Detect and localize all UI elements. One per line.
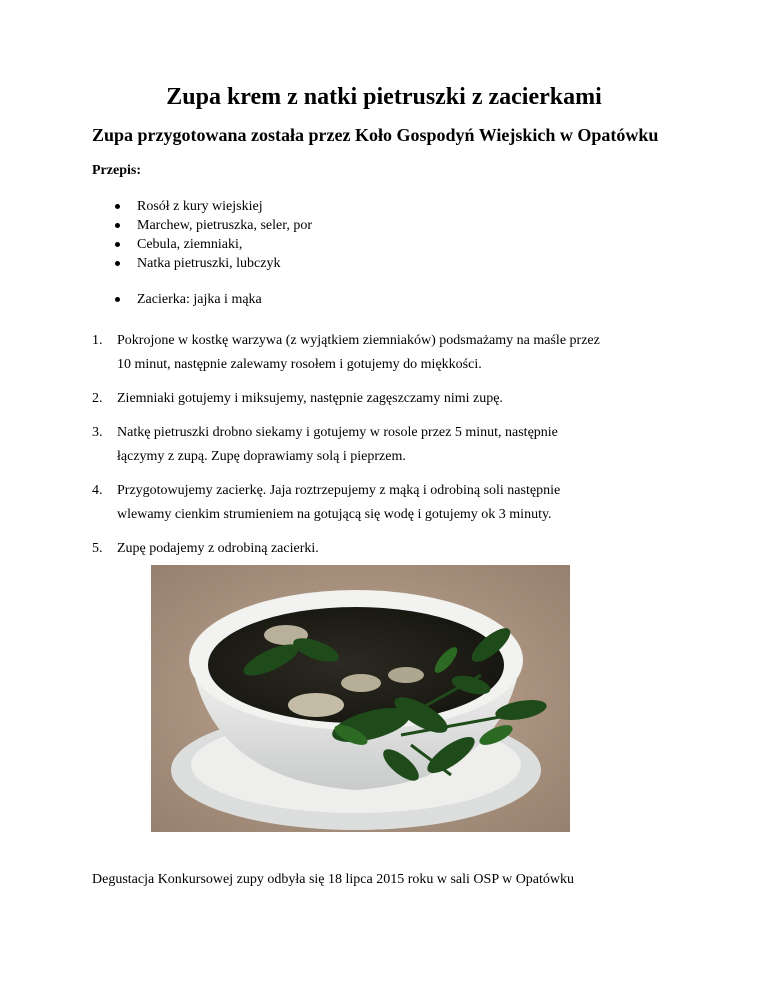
step-text-line: 10 minut, następnie zalewamy rosołem i gotujemy do miękkości. [117, 357, 482, 372]
step-number: 3. [92, 425, 103, 440]
list-item [92, 235, 312, 254]
dough-list [92, 290, 262, 309]
step-number: 1. [92, 333, 103, 348]
step-text-line: Zupę podajemy z odrobiną zacierki. [117, 541, 319, 556]
step-item [92, 329, 692, 377]
ingredient-list [92, 197, 312, 273]
page-title: Zupa krem z natki pietruszki z zacierkami [166, 84, 602, 110]
soup-photo [151, 565, 570, 832]
step-text-line: Ziemniaki gotujemy i miksujemy, następnie zagęszczamy nimi zupę. [117, 391, 503, 406]
bullet-icon [115, 204, 120, 209]
bullet-icon [115, 297, 120, 302]
bullet-icon [115, 242, 120, 247]
step-item [92, 387, 692, 411]
step-number: 2. [92, 391, 103, 406]
ingredient-text: Rosół z kury wiejskiej [137, 199, 263, 214]
list-item [92, 254, 312, 273]
step-number: 4. [92, 483, 103, 498]
dough-text: Zacierka: jajka i mąka [137, 292, 262, 307]
step-text-line: Pokrojone w kostkę warzywa (z wyjątkiem ziemniaków) podsmażamy na maśle przez [117, 333, 600, 348]
step-item [92, 537, 692, 561]
recipe-label: Przepis: [92, 163, 141, 178]
ingredient-text: Cebula, ziemniaki, [137, 237, 243, 252]
step-text-line: Przygotowujemy zacierkę. Jaja roztrzepujemy z mąką i odrobiną soli następnie [117, 483, 561, 498]
ingredient-text: Natka pietruszki, lubczyk [137, 256, 281, 271]
soup-bowl-image [151, 565, 570, 832]
ingredient-text: Marchew, pietruszka, seler, por [137, 218, 313, 233]
step-text-line: łączymy z zupą. Zupę doprawiamy solą i pieprzem. [117, 449, 406, 464]
step-item [92, 421, 692, 469]
steps-list [92, 329, 692, 571]
subtitle: Zupa przygotowana została przez Koło Gospodyń Wiejskich w Opatówku [92, 125, 659, 145]
list-item [92, 216, 312, 235]
step-text-line: wlewamy cienkim strumieniem na gotującą się wodę i gotujemy ok 3 minuty. [117, 507, 552, 522]
footer-note: Degustacja Konkursowej zupy odbyła się 18 lipca 2015 roku w sali OSP w Opatówku [92, 872, 575, 887]
bullet-icon [115, 261, 120, 266]
bullet-icon [115, 223, 120, 228]
step-text-line: Natkę pietruszki drobno siekamy i gotujemy w rosole przez 5 minut, następnie [117, 425, 558, 440]
step-number: 5. [92, 541, 103, 556]
list-item [92, 197, 312, 216]
list-item [92, 290, 262, 309]
step-item [92, 479, 692, 527]
